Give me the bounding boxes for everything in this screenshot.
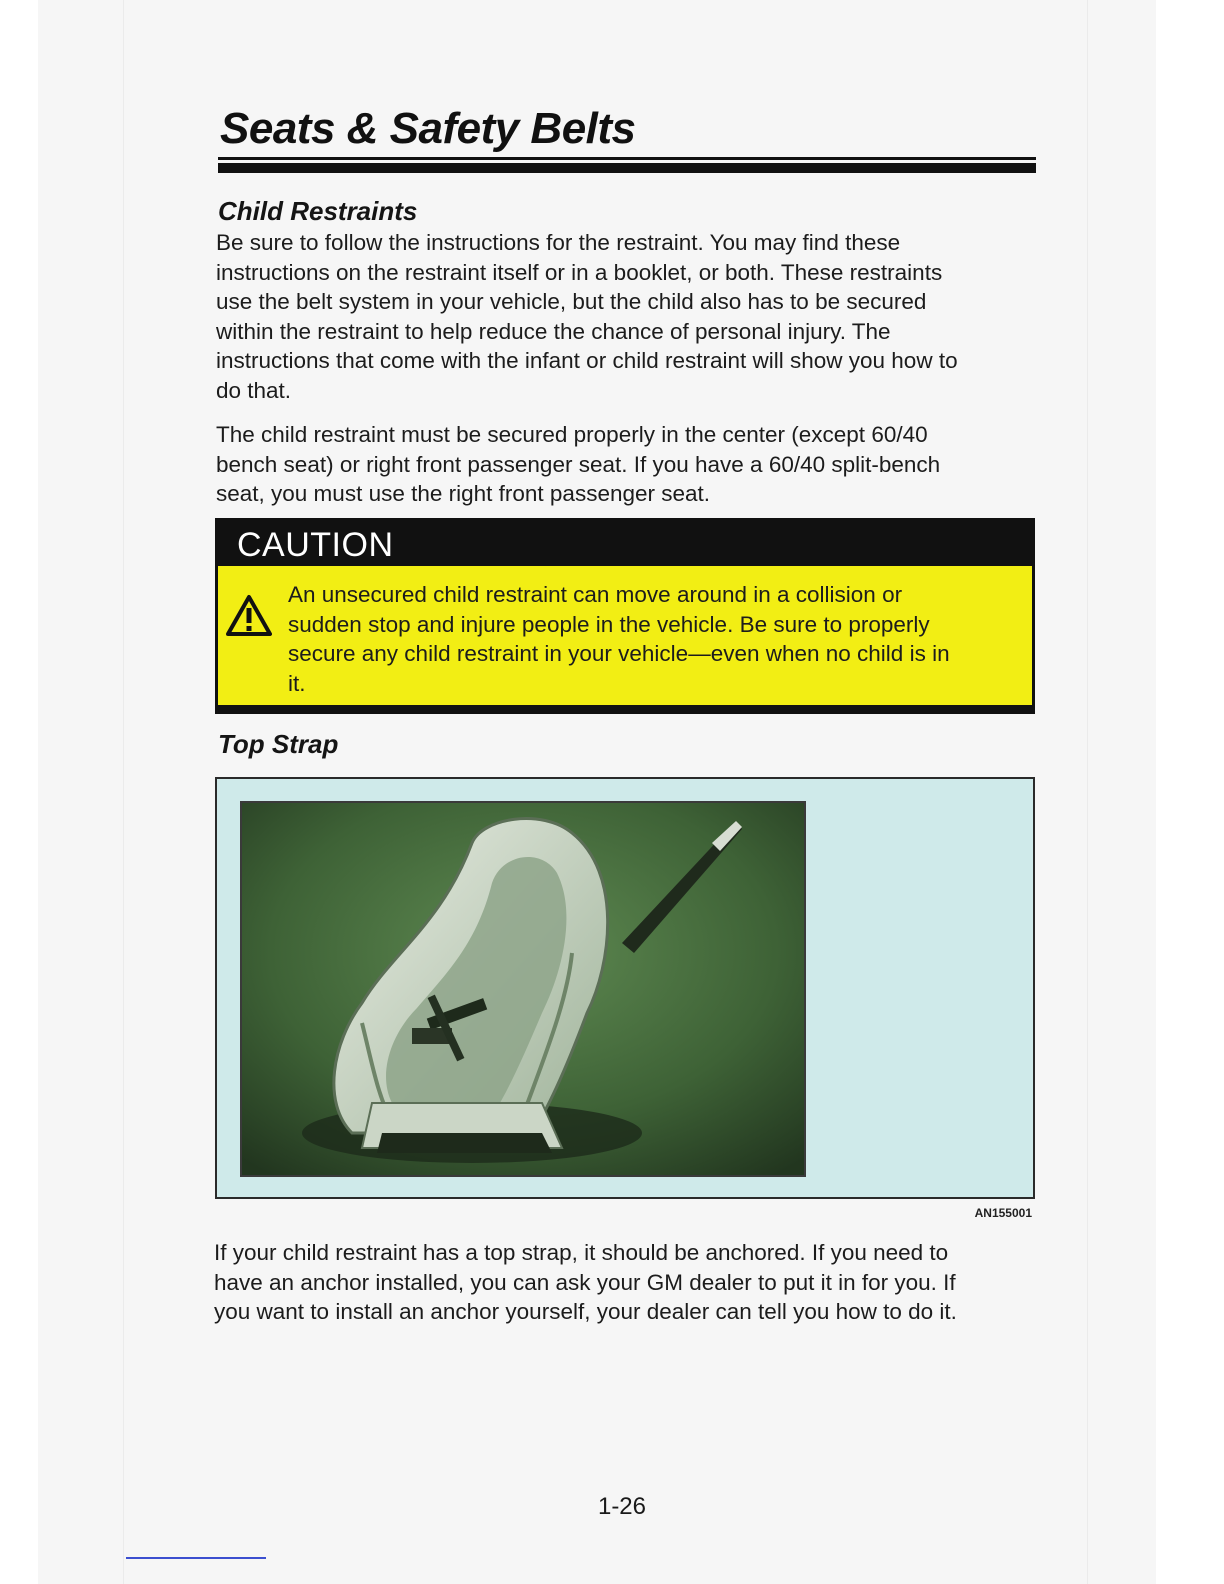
child-restraints-heading: Child Restraints bbox=[218, 196, 418, 226]
caution-text bbox=[288, 580, 1008, 698]
page-title: Seats & Safety Belts bbox=[220, 104, 636, 153]
bottom-link-underline bbox=[126, 1557, 266, 1559]
text-line: If your child restraint has a top strap, it should be anchored. If you need to bbox=[214, 1240, 949, 1265]
text-line: bench seat) or right front passenger seat. If you have a 60/40 split-bench bbox=[216, 451, 941, 477]
title-rule-thick bbox=[218, 163, 1036, 173]
left-margin-line bbox=[123, 0, 124, 1584]
text-line: instructions that come with the infant or child restraint will show you how to bbox=[216, 348, 958, 374]
child-restraints-paragraph-2 bbox=[216, 420, 940, 509]
text-line: An unsecured child restraint can move around in a collision or bbox=[288, 582, 903, 607]
child-restraints-paragraph-1 bbox=[216, 228, 958, 406]
text-line: it. bbox=[288, 670, 306, 696]
page-number: 1-26 bbox=[597, 1493, 647, 1520]
text-line: do that. bbox=[216, 377, 292, 403]
text-line: you want to install an anchor yourself, your dealer can tell you how to do it. bbox=[214, 1299, 957, 1325]
text-line: instructions on the restraint itself or in a booklet, or both. These restraints bbox=[216, 259, 943, 285]
text-line: within the restraint to help reduce the chance of personal injury. The bbox=[216, 318, 891, 344]
caution-box bbox=[215, 518, 1035, 714]
text-line: Be sure to follow the instructions for the restraint. You may find these bbox=[216, 230, 901, 255]
caution-body bbox=[218, 566, 1032, 705]
top-strap-paragraph bbox=[214, 1238, 957, 1327]
right-margin-line bbox=[1087, 0, 1088, 1584]
figure-code: AN155001 bbox=[974, 1206, 1032, 1220]
caution-title: CAUTION bbox=[237, 526, 394, 564]
child-seat-illustration bbox=[240, 801, 806, 1177]
warning-triangle-icon bbox=[226, 594, 272, 636]
top-strap-figure bbox=[215, 777, 1035, 1199]
child-seat-drawing bbox=[242, 803, 804, 1175]
text-line: use the belt system in your vehicle, but the child also has to be secured bbox=[216, 289, 927, 315]
title-rule-thin bbox=[218, 157, 1036, 160]
text-line: secure any child restraint in your vehicle—even when no child is in bbox=[288, 641, 950, 667]
text-line: The child restraint must be secured properly in the center (except 60/40 bbox=[216, 422, 928, 447]
text-line: sudden stop and injure people in the vehicle. Be sure to properly bbox=[288, 611, 930, 637]
text-line: have an anchor installed, you can ask your GM dealer to put it in for you. If bbox=[214, 1269, 956, 1295]
text-line: seat, you must use the right front passenger seat. bbox=[216, 481, 711, 507]
top-strap-heading: Top Strap bbox=[218, 729, 339, 759]
